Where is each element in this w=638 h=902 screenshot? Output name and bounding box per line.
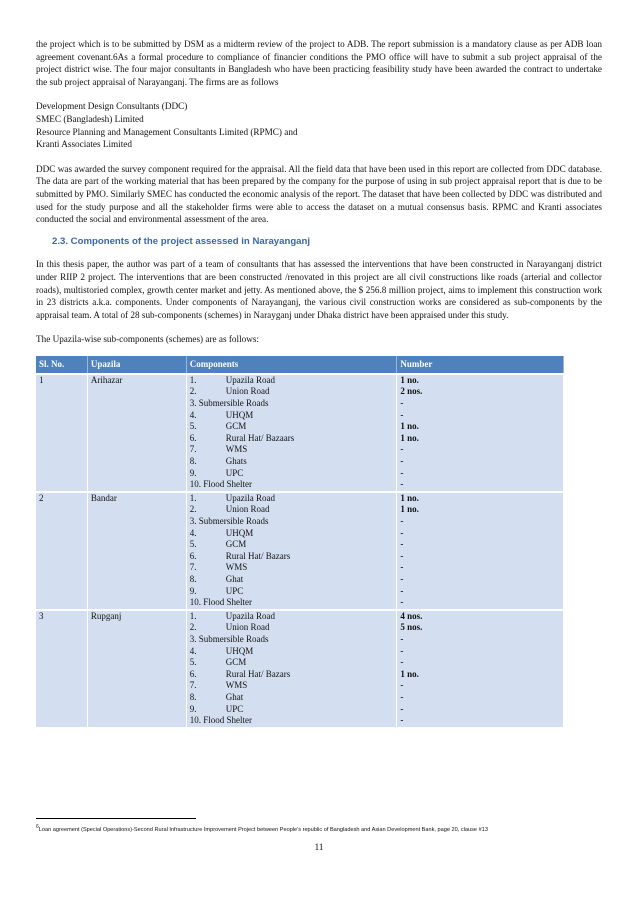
- component-index: 9.: [189, 585, 197, 596]
- component-item: [190, 634, 394, 646]
- firm-item: Resource Planning and Management Consultants Limited (RPMC) and: [36, 126, 298, 137]
- component-name: 3. Submersible Roads: [189, 516, 269, 526]
- component-name: 10. Flood Shelter: [189, 479, 252, 490]
- component-count: -: [400, 550, 404, 561]
- component-count: -: [400, 573, 404, 584]
- header-upazila: Upazila: [87, 356, 186, 374]
- component-name: Upazila Road: [225, 374, 275, 385]
- table-row: [36, 492, 564, 610]
- component-item: [190, 692, 394, 704]
- component-count: 1 no.: [400, 668, 419, 679]
- table-row: [36, 374, 564, 492]
- section-heading: 2.3. Components of the project assessed in Narayanganj: [52, 235, 311, 247]
- component-name: GCM: [225, 657, 247, 668]
- component-name: 10. Flood Shelter: [189, 597, 252, 608]
- component-name: UHQM: [225, 645, 254, 656]
- component-item: [190, 504, 394, 516]
- component-item: [190, 398, 394, 410]
- component-item: [190, 375, 394, 387]
- component-count: 1 no.: [400, 374, 419, 385]
- component-index: 7.: [189, 444, 197, 455]
- header-sl-no: Sl. No.: [36, 356, 87, 374]
- component-count: -: [400, 645, 404, 656]
- component-item: [190, 444, 394, 456]
- component-item: [190, 493, 394, 505]
- cell-components: [186, 610, 397, 727]
- component-name: UPC: [225, 585, 244, 596]
- component-index: 6.: [189, 668, 197, 679]
- component-name: WMS: [225, 680, 248, 691]
- component-item: [190, 657, 394, 669]
- component-index: 4.: [189, 527, 197, 538]
- component-item: [190, 433, 394, 445]
- component-index: 1.: [189, 610, 197, 621]
- component-name: GCM: [225, 421, 247, 432]
- component-name: Ghats: [225, 456, 247, 467]
- firm-item: Kranti Associates Limited: [36, 139, 132, 150]
- component-name: 3. Submersible Roads: [189, 633, 269, 644]
- page-number: 11: [314, 842, 324, 852]
- component-index: 8.: [189, 691, 197, 702]
- component-index: 5.: [189, 421, 197, 432]
- component-index: 4.: [189, 409, 197, 420]
- component-item: [190, 646, 394, 658]
- component-index: 6.: [189, 432, 197, 443]
- component-item: [190, 611, 394, 623]
- component-name: UHQM: [225, 527, 254, 538]
- component-item: [190, 456, 394, 468]
- cell-number: [397, 492, 564, 610]
- component-count: -: [400, 562, 404, 573]
- component-name: UHQM: [225, 409, 254, 420]
- component-item: [190, 516, 394, 528]
- footnote-divider: [36, 818, 196, 819]
- header-components: Components: [186, 356, 397, 374]
- cell-upazila: Rupganj: [87, 610, 186, 727]
- component-index: 4.: [189, 645, 197, 656]
- component-item: [190, 680, 394, 692]
- component-count: -: [400, 597, 404, 608]
- table-header-row: [36, 356, 564, 374]
- component-count: 2 nos.: [400, 386, 423, 397]
- document-page: [36, 38, 602, 728]
- table-body: [36, 374, 564, 727]
- component-count: 1 no.: [400, 432, 419, 443]
- component-count: -: [400, 633, 404, 644]
- component-index: 9.: [189, 467, 197, 478]
- cell-number: [397, 374, 564, 492]
- paragraph-intro: the project which is to be submitted by DSM as a midterm review of the project to ADB. The report submission is a mandatory clause as per ADB loan agreement covenant.6As a formal procedure to compliance of financier conditions the PMO office will have to submit a sub project appraisal of the project district wise. The four major consultants in Bangladesh who have been practicing feasibility study have been awarded the contract to undertake the sub project appraisal of Narayanganj. The firms are as follows: [36, 39, 602, 87]
- component-item: [190, 421, 394, 433]
- component-name: WMS: [225, 562, 248, 573]
- cell-upazila: Arihazar: [87, 374, 186, 492]
- component-index: 7.: [189, 562, 197, 573]
- component-item: [190, 386, 394, 398]
- cell-sl-no: 1: [36, 374, 87, 492]
- cell-components: [186, 492, 397, 610]
- component-index: 1.: [189, 492, 197, 503]
- component-count: 1 no.: [400, 421, 419, 432]
- component-name: Ghat: [225, 691, 244, 702]
- component-item: [190, 715, 394, 727]
- component-name: UPC: [225, 467, 244, 478]
- component-item: [190, 562, 394, 574]
- component-name: WMS: [225, 444, 248, 455]
- component-index: 6.: [189, 550, 197, 561]
- component-index: 2.: [189, 504, 197, 515]
- paragraph-ddc: DDC was awarded the survey component required for the appraisal. All the field data that have been used in this report are collected from DDC database. The data are part of the working material that has been prepared by the company for the purpose of using in sub project appraisal report that is due to be submitted by PMO. Similarly SMEC has conducted the economic analysis of the report. The dataset that have been collected by DDC was distributed and used for the study purpose and all the stakeholder firms were able to access the dataset on a mutual consensus basis. RPMC and Kranti associates conducted the social and environmental assessment of the area.: [36, 163, 603, 225]
- component-count: -: [400, 456, 404, 467]
- component-name: Rural Hat/ Bazars: [225, 550, 291, 561]
- component-count: -: [400, 516, 404, 526]
- component-item: [190, 468, 394, 480]
- component-count: -: [400, 715, 404, 726]
- component-item: [190, 597, 394, 609]
- component-item: [190, 622, 394, 634]
- table-row: [36, 610, 564, 727]
- component-index: 8.: [189, 573, 197, 584]
- components-table: [36, 356, 564, 728]
- component-name: GCM: [225, 539, 247, 550]
- component-count: -: [400, 527, 404, 538]
- component-count: 1 no.: [400, 492, 419, 503]
- component-name: Ghat: [225, 573, 244, 584]
- component-count: -: [400, 703, 404, 714]
- component-name: Union Road: [225, 504, 270, 515]
- component-count: 4 nos.: [400, 610, 423, 621]
- component-name: Upazila Road: [225, 610, 275, 621]
- component-index: 2.: [189, 386, 197, 397]
- firm-item: SMEC (Bangladesh) Limited: [36, 113, 144, 124]
- cell-components: [186, 374, 397, 492]
- component-index: 2.: [189, 622, 197, 633]
- component-item: [190, 551, 394, 563]
- component-count: -: [400, 539, 404, 550]
- component-count: 1 no.: [400, 504, 419, 515]
- component-name: UPC: [225, 703, 244, 714]
- component-index: 7.: [189, 680, 197, 691]
- component-item: [190, 479, 394, 491]
- component-name: Rural Hat/ Bazars: [225, 668, 291, 679]
- component-item: [190, 528, 394, 540]
- component-item: [190, 704, 394, 716]
- component-name: Union Road: [225, 622, 270, 633]
- cell-sl-no: 3: [36, 610, 87, 727]
- component-count: -: [400, 657, 404, 668]
- component-count: -: [400, 691, 404, 702]
- component-count: -: [400, 444, 404, 455]
- component-count: -: [400, 680, 404, 691]
- footnote: [36, 823, 606, 834]
- component-index: 1.: [189, 374, 197, 385]
- component-index: 5.: [189, 539, 197, 550]
- component-index: 5.: [189, 657, 197, 668]
- component-count: -: [400, 585, 404, 596]
- cell-sl-no: 2: [36, 492, 87, 610]
- paragraph-table-intro: The Upazila-wise sub-components (schemes) are as follows:: [36, 334, 259, 345]
- component-count: -: [400, 467, 404, 478]
- component-item: [190, 410, 394, 422]
- cell-upazila: Bandar: [87, 492, 186, 610]
- component-item: [190, 586, 394, 598]
- component-index: 8.: [189, 456, 197, 467]
- component-name: Union Road: [225, 386, 270, 397]
- firm-list: [36, 100, 602, 150]
- footnote-text: Loan agreement (Special Operations)-Second Rural Infrastructure Improvement Project between People's republic of Bangladesh and Asian Development Bank, page 20, clause #13: [38, 826, 488, 833]
- firm-item: Development Design Consultants (DDC): [36, 101, 188, 112]
- component-count: -: [400, 479, 404, 490]
- component-item: [190, 669, 394, 681]
- header-number: Number: [397, 356, 564, 374]
- component-name: Rural Hat/ Bazaars: [225, 432, 295, 443]
- component-count: -: [400, 398, 404, 409]
- component-name: Upazila Road: [225, 492, 275, 503]
- component-item: [190, 539, 394, 551]
- component-name: 3. Submersible Roads: [189, 398, 269, 409]
- footnote-marker: 6: [36, 824, 39, 830]
- component-name: 10. Flood Shelter: [189, 715, 252, 726]
- component-index: 9.: [189, 703, 197, 714]
- component-count: 5 nos.: [400, 622, 423, 633]
- component-count: -: [400, 409, 404, 420]
- component-item: [190, 574, 394, 586]
- cell-number: [397, 610, 564, 727]
- paragraph-thesis: In this thesis paper, the author was part of a team of consultants that has assessed the interventions that have been constructed in Narayanganj district under RIIP 2 project. The interventions that are been constructed /renovated in this project are all civil constructions like roads (arterial and collector roads), multistoried complex, growth center market and jetty. As mentioned above, the $ 256.8 million project, aims to implement this construction work in 23 districts a.k.a. components. Under components of Narayanganj, the various civil construction works are considered as sub-components by the appraisal team. A total of 28 sub-components (schemes) in Narayganj under Dhaka district have been appraised under this study.: [36, 259, 602, 320]
